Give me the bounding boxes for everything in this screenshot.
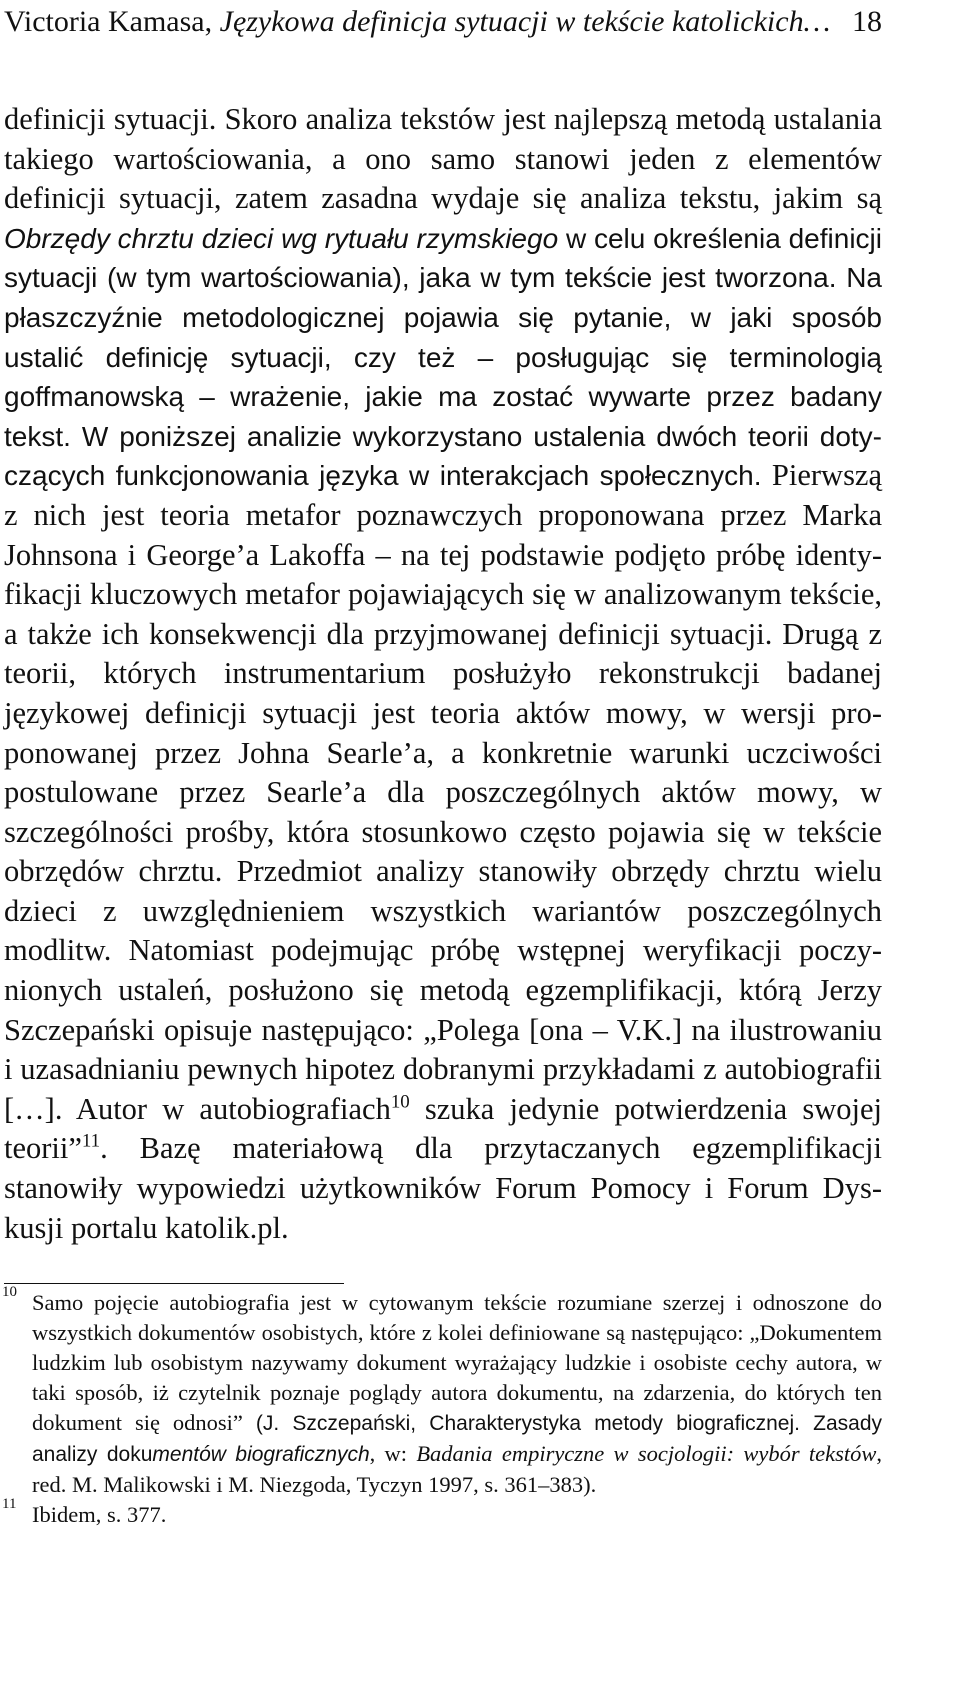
body-segment: Pierwszą z nich jest teoria metafor poznawczych proponowana przez Marka Johnsona i George’a Lakoffa – na tej podstawie podjęto próbę identyfikacji kluczowych metafor pojawiających się w analizowanym tekście, a także ich konsekwencji dla przyjmowanej definicji sytuacji.	[4, 458, 883, 651]
footnote-ref-10[interactable]: 10	[390, 1091, 410, 1113]
footnote-text: (J. Szczepański, Charakterystyka metody biograficznej. Zasady analizy doku	[32, 1412, 883, 1466]
footnote-text: Samo pojęcie autobiografia jest w cytowanym tekście rozumiane szerzej i odnoszone do wszystkich dokumentów osobistych, które z kolei definiowane są następująco: „Dokumentem ludzkim lub osobistym nazywamy dokument wyrażający ludzkie i osobiste cechy autora, w taki sposób, iż czytelnik poznaje poglądy autora dokumentu, na zdarzenia, do których ten dokument się odnosi”	[32, 1290, 882, 1435]
body-segment: szuka jedynie potwierdzenia swojej teorii”	[4, 1091, 882, 1166]
footnotes	[2, 1284, 883, 1530]
body-segment-sans	[4, 223, 882, 492]
footnote-10	[2, 1284, 883, 1500]
running-header	[4, 4, 882, 40]
body-segment: Drugą z teorii, których instrumentarium posłużyło rekonstrukcji badanej językowej definicji sytuacji jest teoria aktów mowy, w wersji proponowanej przez Johna Searle’a, a konkretnie warunki uczciwości postulowane przez Searle’a dla poszczególnych aktów mowy, w szczególności prośby, która stosunkowo często pojawia się w tekście obrzędów chrztu. Przedmiot analizy stanowiły obrzędy chrztu wielu dzieci z uwzględnieniem wszystkich wariantów poszczególnych modlitw. Natomiast podejmując próbę wstępnej weryfikacji poczynionych ustaleń, posłużono się metodą egzemplifikacji, którą Jerzy Szczepański opisuje następująco: „Polega [ona – V.K.] na ilustrowaniu i uzasadnianiu pewnych hipotez dobranymi przykładami z autobiografii […]. Autor w autobiografiach	[4, 616, 883, 1126]
footnote-text: Ibidem, s. 377.	[32, 1502, 167, 1527]
footnote-text: , red. M. Malikowski i M. Niezgoda, Tyczyn 1997, s. 361–383).	[32, 1441, 882, 1497]
footnote-italic: mentów biograficznych	[152, 1443, 370, 1466]
body-text	[4, 100, 882, 1248]
body-segment: definicji sytuacji. Skoro analiza tekstów jest najlepszą metodą ustalania takiego wartościowania, a ono samo stanowi jeden z elementów definicji sytuacji, zatem zasadna wydaje się analiza tekstu, jakim są	[4, 102, 882, 216]
header-author: Victoria Kamasa,	[4, 5, 213, 38]
body-segment: . Bazę materiałową dla przytaczanych egzemplifikacji stanowiły wypowiedzi użytkowników Forum Pomocy i Forum Dyskusji portalu katolik.pl.	[4, 1131, 882, 1245]
footnote-number: 11	[2, 1496, 17, 1512]
footnote-text: , w:	[369, 1441, 417, 1466]
page-number: 18	[852, 5, 882, 38]
body-paragraph	[4, 100, 882, 1248]
body-segment: w celu określenia definicji sytuacji (w tym wartościowania), jaka w tym tekście jest tworzona. Na płaszczyźnie metodologicznej pojawia się pytanie, w jaki sposób ustalić definicję sytuacji, czy też – posługując się terminologią goffmanowską – wrażenie, jakie ma zostać wywarte przez badany tekst. W poniższej analizie wykorzystano ustalenia dwóch teorii dotyczących funkcjonowania języka w interakcjach społecznych.	[4, 222, 882, 492]
footnote-number: 10	[2, 1284, 17, 1300]
footnote-italic: Badania empiryczne w socjologii: wybór tekstów	[416, 1441, 877, 1466]
footnote-ref-11[interactable]: 11	[81, 1130, 101, 1152]
header-title: Językowa definicja sytuacji w tekście katolickich…	[219, 5, 831, 38]
footnote-11	[2, 1496, 882, 1530]
cited-work-title: Obrzędy chrztu dzieci wg rytuału rzymskiego	[4, 222, 559, 254]
footnote-separator	[4, 1283, 344, 1284]
